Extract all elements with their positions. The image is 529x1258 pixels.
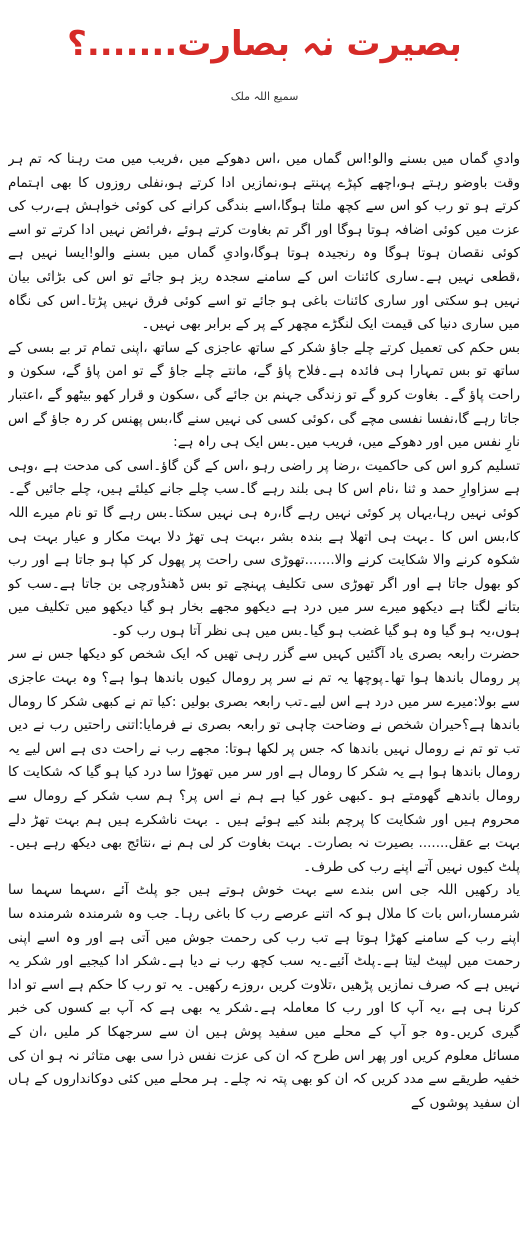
paragraph: وادیِ گماں میں بسنے والو!اس گماں میں ،اس دھوکے میں ،فریب میں مت رہنا کہ تم ہر وقت باوضو رہتے ہو،اچھے کپڑے پہنتے ہو،نمازیں ادا کرتے ہو،نفلی روزوں کا بھی اہتمام کرتے ہو تو رب کو اس سے کچھ ملتا ہوگا،اسے بندگی کرانے کی کوئی خواہش ہے،رب کی عزت میں کوئی اضافہ ہوتا ہوگا اور اگر تم بغاوت کرتے ہوئے ،فرائض نہیں ادا کرتے تو اسے کوئی نقصان ہوتا ہوگا وہ رنجیدہ ہوتا ہوگا،وادیِ گماں میں بسنے والو!ایسا نہیں ہے ،قطعی نہیں ہے۔ساری کائنات اس کے سامنے سجدہ ریز ہو جائے تو اس کی بڑائی بیان نہیں ہو سکتی اور ساری کائنات باغی ہو جائے تو اسے کوئی فرق نہیں پڑتا۔اس کی نگاہ میں ساری دنیا کی قیمت ایک لنگڑے مچھر کے پر کے برابر بھی نہیں۔ [8, 151, 520, 333]
paragraph: حضرت رابعہ بصری یاد آگئیں کہیں سے گزر رہی تھیں کہ ایک شخص کو دیکھا جس نے سر پر رومال باندھا ہوا تھا۔پوچھا یہ تم نے سر پر رومال کیوں باندھا ہوا ہے؟ وہ بہت عاجزی سے بولا:میرے سر میں درد ہے اس لیے۔تب رابعہ بصری بولیں :کیا تم نے کبھی شکر کا رومال باندھا ہے؟حیران شخص نے وضاحت چاہی تو رابعہ بصری نے فرمایا:اتنی راحتیں رب نے دیں تب تو تم نے رومال نہیں باندھا کہ جس پر لکھا ہوتا: مجھے رب نے راحت دی ہے اس لیے یہ رومال باندھا ہوا ہے یہ شکر کا رومال ہے اور سر میں تھوڑا سا درد کیا ہو گیا کہ شکایت کا رومال باندھے گھومتے ہو ۔کبھی غور کیا ہے ہم نے اس پر؟ ہم سب شکر کے رومال سے محروم ہیں اور شکایت کا پرچم بلند کیے ہوئے ہیں ۔ بہت ناشکرے ہیں ہم بہت تھڑ دلے بہت بے عقل....... بصیرت نہ بصارت۔ بہت بغاوت کر لی ہم نے ،نتائج بھی دیکھ رہے ہیں۔ پلٹ کیوں نہیں آتے اپنے رب کی طرف۔ [8, 646, 520, 875]
article-title: بصیرت نہ بصارت.......؟ [67, 24, 462, 64]
paragraph: بس حکم کی تعمیل کرتے چلے جاؤ شکر کے ساتھ عاجزی کے ساتھ ،اپنی تمام تر بے بسی کے ساتھ تو بس تمہارا ہی فائدہ ہے۔فلاح پاؤ گے، مانتے چلے جاؤ گے تو امن پاؤ گے، سکون و راحت پاؤ گے۔ بغاوت کرو گے تو زندگی جہنم بن جائے گی ،سکون و قرار کھو بیٹھو گے ،اعتبار جاتا رہے گا،نفسا نفسی مچے گی ،کوئی کسی کی نہیں سنے گا،بس پھنس کر رہ جاؤ گے اس نارِ نفس میں اور دھوکے میں، فریب میں۔بس ایک ہی راہ ہے: [8, 339, 520, 451]
paragraph: تسلیم کرو اس کی حاکمیت ،رضا پر راضی رہو ،اس کے گن گاؤ۔اسی کی مدحت ہے ،وہی ہے سزاوارِ حمد و ثنا ،نام اس کا ہی بلند رہے گا۔سب چلے جانے کیلئے ہیں، چلے جائیں گے۔کوئی نہیں رہا،یہاں پر کوئی نہیں رہے گا،رہ ہی نہیں سکتا۔بس رہے گا تو نام میرے اللہ کا،بس اس کا ۔بہت ہی اتھلا ہے بندہ بشر ،بہت ہی تھڑ دلا بہت مکار و عیار بہت ہی شکوہ کرنے والا شکایت کرنے والا.......تھوڑی سی راحت پر پھول کر کپا ہو جاتا ہے اور رب کو بھول جاتا ہے اور اگر تھوڑی سی تکلیف پہنچے تو بس ڈھنڈورچی بن جاتا ہے۔سب کو بتانے لگتا ہے دیکھو میرے سر میں درد ہے دیکھو مجھے بخار ہو گیا دیکھو میں تکلیف میں ہوں،یہ ہو گیا وہ ہو گیا غضب ہو گیا۔بس میں ہی نظر آتا ہوں رب کو۔ [8, 457, 520, 639]
paragraph: یاد رکھیں اللہ جی اس بندے سے بہت خوش ہوتے ہیں جو پلٹ آئے ،سہما سہما سا شرمسار،اس بات کا ملال ہو کہ اتنے عرصے رب کا باغی رہا۔ جب وہ شرمندہ شرمندہ سا اپنے رب کے سامنے کھڑا ہوتا ہے تب رب کی رحمت جوش میں آتی ہے اور وہ اسے اپنی رحمت میں لپیٹ لیتا ہے۔پلٹ آئیے۔یہ سب کچھ رب نے دیا ہے۔شکر ادا کیجیے اور شکر یہ نہیں ہے کہ صرف نمازیں پڑھیں ،تلاوت کریں ،روزے رکھیں۔ یہ تو رب کا حکم ہے اسے تو ادا کرنا ہی ہے ،یہ آپ کا اور رب کا معاملہ ہے۔شکر یہ بھی ہے کہ آپ بے کسوں کی خبر گیری کریں۔وہ جو آپ کے محلے میں سفید پوش ہیں ان سے سرجھکا کر ملیں ،ان کے مسائل معلوم کریں اور پھر اس طرح کہ ان کی عزت نفس ذرا سی بھی متاثر نہ ہو ان کی خفیہ طریقے سے مدد کریں کہ ان کو بھی پتہ نہ چلے۔ ہر محلے میں کئی دوکانداروں کے ہاں ان سفید پوشوں کے [8, 882, 520, 1111]
author-name: سمیع اللہ ملک [230, 90, 299, 103]
article-body [8, 148, 520, 1252]
